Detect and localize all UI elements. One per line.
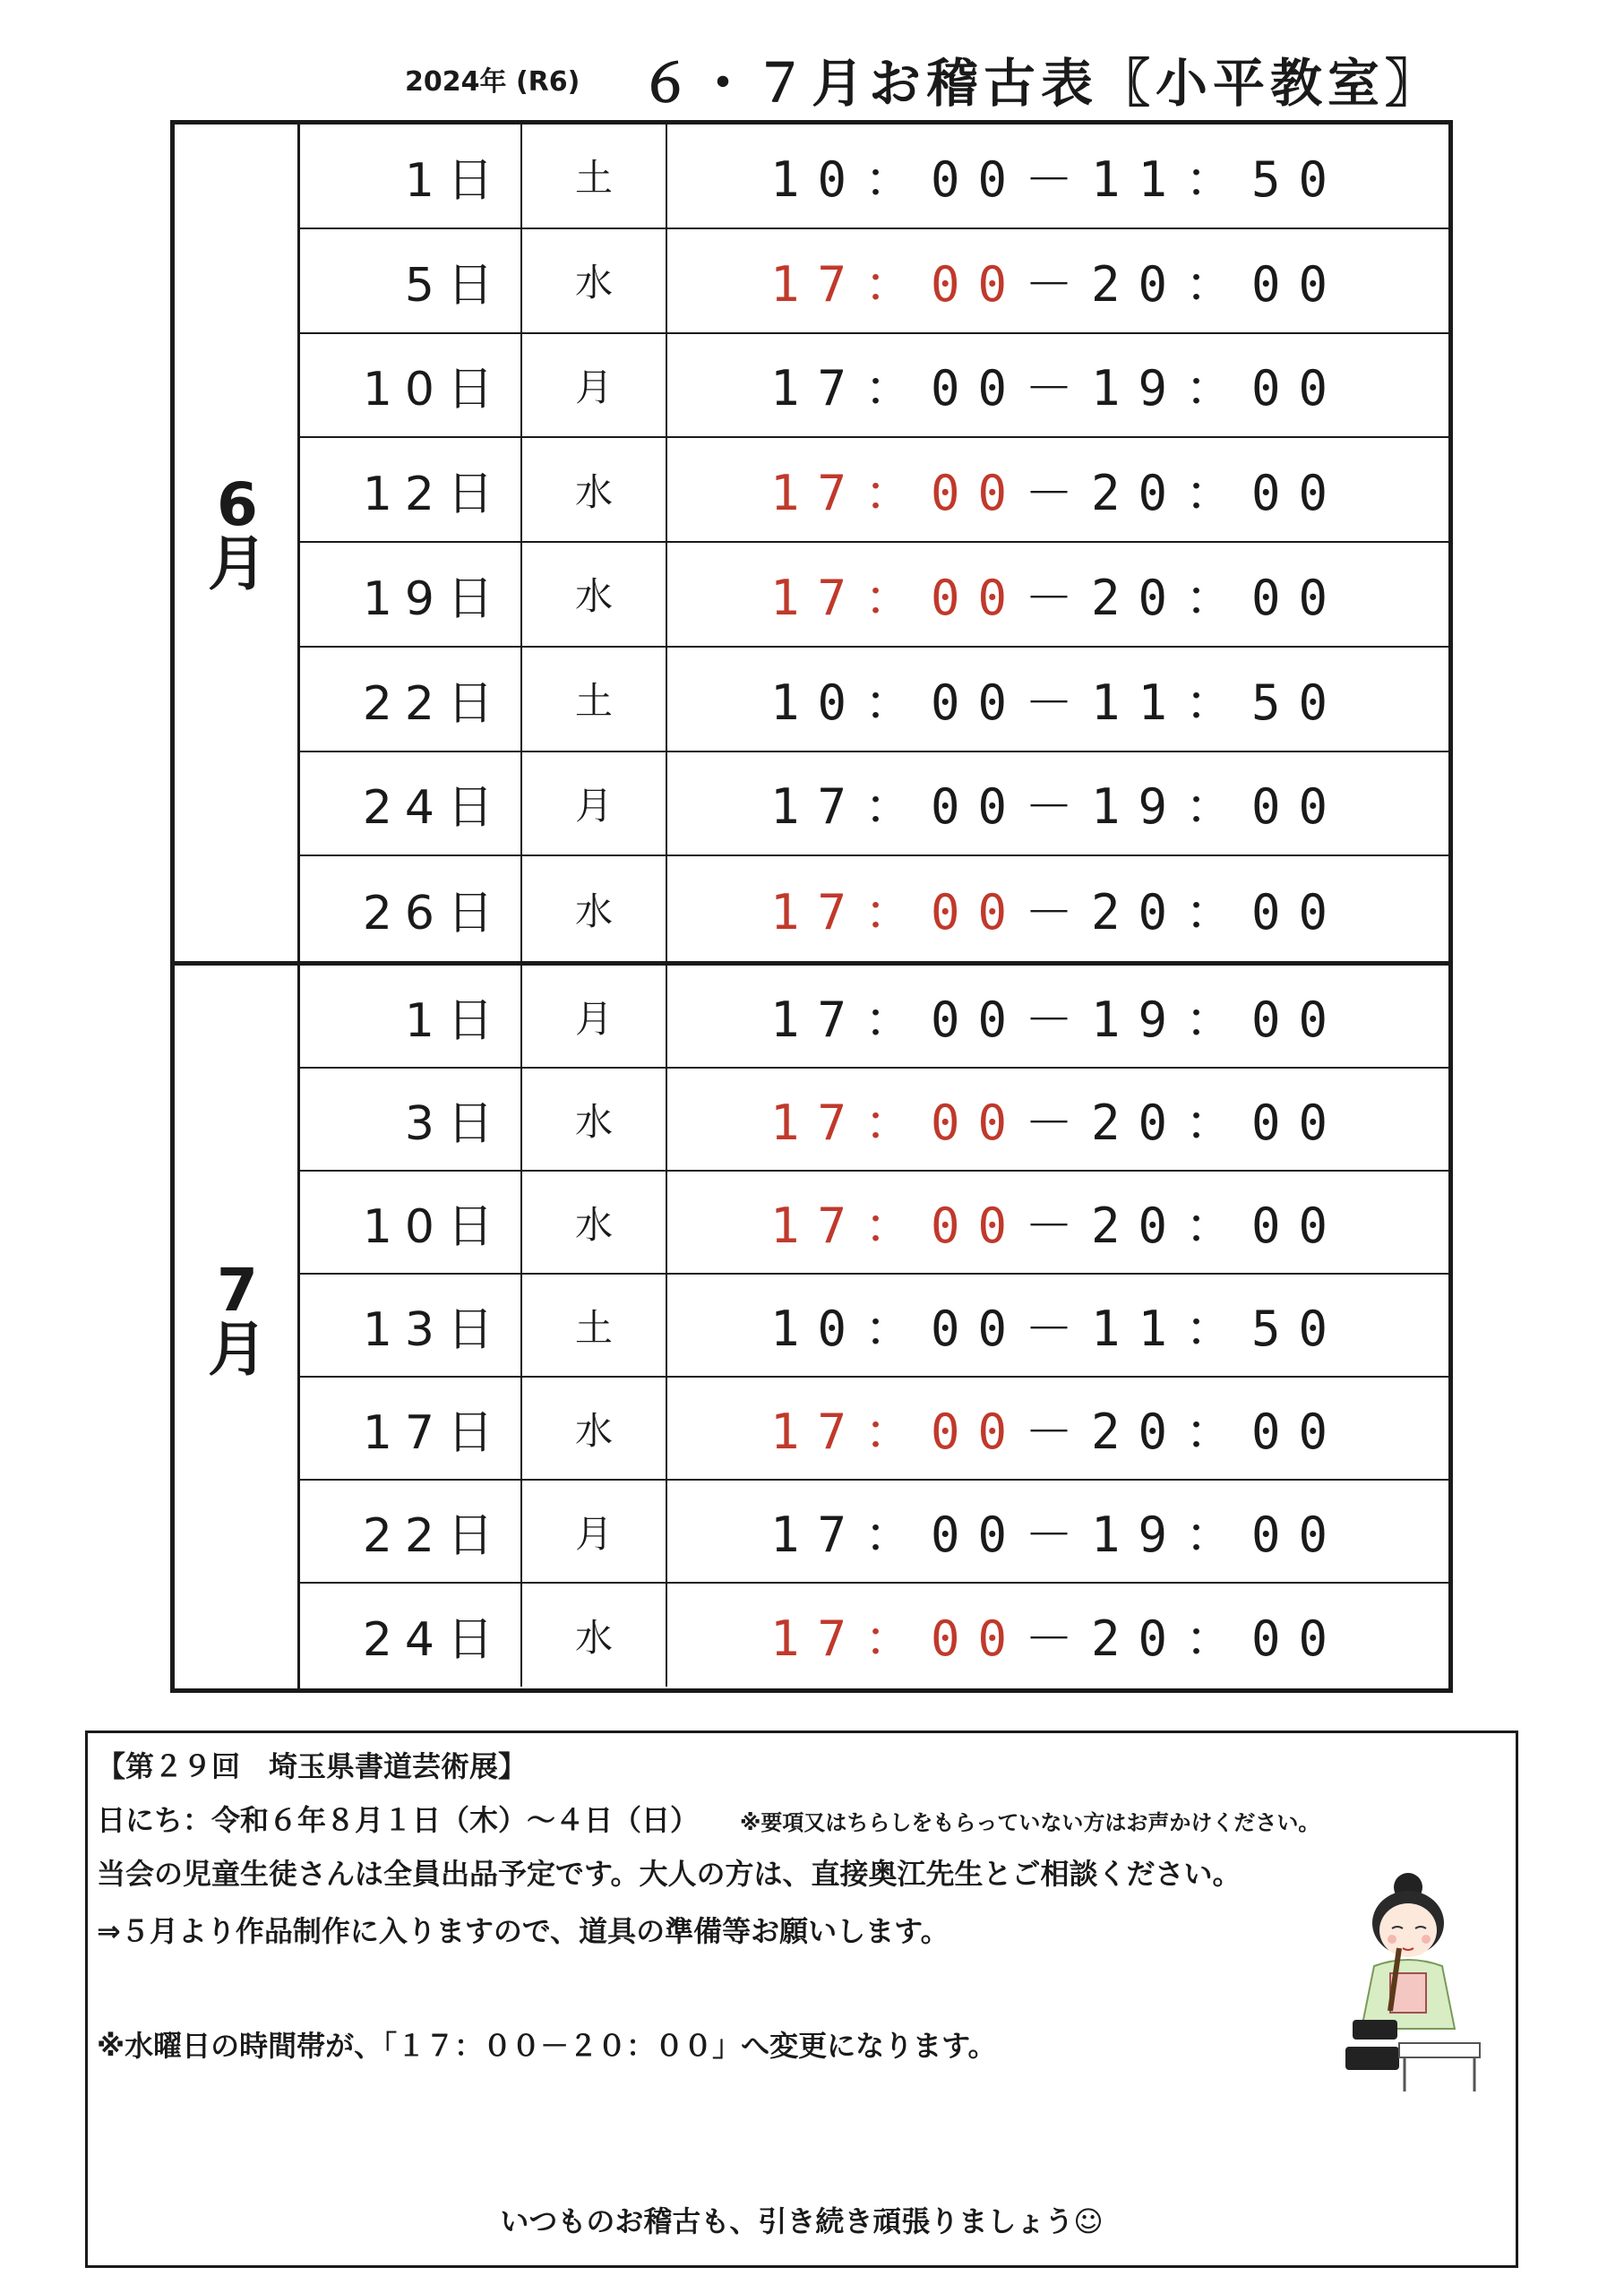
schedule-row	[300, 1172, 1448, 1275]
weekday-cell: 水	[522, 543, 667, 646]
notice-date: 日にち：令和６年８月１日（木）～４日（日）	[97, 1803, 700, 1837]
schedule-row	[300, 125, 1448, 229]
date-cell: 24日	[300, 1584, 522, 1687]
schedule-row	[300, 1069, 1448, 1172]
month-text-july: 7 月	[208, 1256, 267, 1384]
notice-box	[85, 1730, 1518, 2268]
notice-date-note: ※要項又はちらしをもらっていない方はお声かけください。	[740, 1810, 1320, 1835]
schedule-row	[300, 229, 1448, 334]
time-cell	[667, 1172, 1448, 1273]
month-block-july	[175, 966, 1448, 1688]
time-end: －20：00	[1025, 1198, 1346, 1254]
time-cell	[667, 125, 1448, 228]
date-cell: 1日	[300, 125, 522, 228]
calligraphy-girl-illustration	[1336, 1868, 1489, 2100]
date-cell: 1日	[300, 966, 522, 1067]
month-text-june: 6 月	[208, 470, 267, 598]
time-cell	[667, 543, 1448, 646]
date-cell: 10日	[300, 1172, 522, 1273]
time-cell	[667, 966, 1448, 1067]
schedule-row	[300, 543, 1448, 648]
schedule-row	[300, 1275, 1448, 1378]
time-start: 10：00	[769, 674, 1025, 731]
time-end: －19：00	[1025, 778, 1346, 836]
time-start: 17：00	[769, 569, 1025, 626]
time-cell	[667, 229, 1448, 332]
date-cell: 26日	[300, 856, 522, 961]
time-start: 17：00	[769, 884, 1025, 941]
time-start: 10：00	[769, 150, 1025, 208]
time-end: －20：00	[1025, 884, 1346, 941]
month-label-june	[175, 125, 300, 961]
weekday-cell: 月	[522, 966, 667, 1067]
time-end: －20：00	[1025, 1610, 1346, 1667]
time-cell	[667, 752, 1448, 855]
time-end: －19：00	[1025, 992, 1346, 1048]
time-cell	[667, 334, 1448, 437]
weekday-cell: 水	[522, 1069, 667, 1170]
time-cell	[667, 1275, 1448, 1376]
notice-date-line	[97, 1798, 1319, 1839]
time-cell	[667, 1481, 1448, 1582]
schedule-row	[300, 1378, 1448, 1481]
time-end: －20：00	[1025, 255, 1346, 313]
schedule-row	[300, 1481, 1448, 1584]
notice-closing: いつものお稽古も、引き続き頑張りましょう☺	[500, 2204, 1104, 2238]
weekday-cell: 土	[522, 1275, 667, 1376]
weekday-cell: 水	[522, 1584, 667, 1687]
schedule-row	[300, 1584, 1448, 1687]
weekday-cell: 水	[522, 1172, 667, 1273]
time-start: 17：00	[769, 1404, 1025, 1460]
schedule-row	[300, 438, 1448, 543]
time-end: －20：00	[1025, 1404, 1346, 1460]
time-start: 17：00	[769, 360, 1025, 417]
date-cell: 3日	[300, 1069, 522, 1170]
page-title: ６・７月お稽古表〖小平教室〗	[640, 53, 1443, 114]
time-start: 17：00	[769, 1507, 1025, 1563]
schedule-row	[300, 648, 1448, 752]
time-end: －20：00	[1025, 465, 1346, 522]
time-end: －20：00	[1025, 1095, 1346, 1151]
page-header	[0, 39, 1624, 114]
date-cell: 22日	[300, 1481, 522, 1582]
weekday-cell: 月	[522, 334, 667, 437]
date-cell: 22日	[300, 648, 522, 751]
notice-line-4: ※水曜日の時間帯が、「１７：００－２０：００」へ変更になります。	[97, 2029, 997, 2063]
time-end: －19：00	[1025, 360, 1346, 417]
month-label-july	[175, 966, 300, 1688]
time-start: 17：00	[769, 1198, 1025, 1254]
time-end: －11：50	[1025, 150, 1346, 208]
weekday-cell: 月	[522, 1481, 667, 1582]
weekday-cell: 土	[522, 125, 667, 228]
date-cell: 19日	[300, 543, 522, 646]
date-cell: 17日	[300, 1378, 522, 1479]
weekday-cell: 土	[522, 648, 667, 751]
time-cell	[667, 1584, 1448, 1687]
weekday-cell: 水	[522, 438, 667, 541]
time-end: －11：50	[1025, 674, 1346, 731]
schedule-row	[300, 966, 1448, 1069]
time-cell	[667, 648, 1448, 751]
time-start: 17：00	[769, 255, 1025, 313]
date-cell: 10日	[300, 334, 522, 437]
month-block-june	[175, 125, 1448, 966]
weekday-cell: 月	[522, 752, 667, 855]
notice-line-2: 当会の児童生徒さんは全員出品予定です。大人の方は、直接奥江先生とご相談ください。	[97, 1857, 1242, 1891]
time-start: 17：00	[769, 992, 1025, 1048]
time-cell	[667, 1069, 1448, 1170]
time-start: 10：00	[769, 1301, 1025, 1357]
time-start: 17：00	[769, 1095, 1025, 1151]
time-end: －11：50	[1025, 1301, 1346, 1357]
schedule-row	[300, 334, 1448, 439]
date-cell: 5日	[300, 229, 522, 332]
weekday-cell: 水	[522, 229, 667, 332]
notice-heading: 【第２９回 埼玉県書道芸術展】	[97, 1749, 528, 1783]
time-end: －19：00	[1025, 1507, 1346, 1563]
weekday-cell: 水	[522, 1378, 667, 1479]
date-cell: 24日	[300, 752, 522, 855]
schedule-row	[300, 856, 1448, 961]
time-cell	[667, 856, 1448, 961]
date-cell: 12日	[300, 438, 522, 541]
notice-line-3: ⇒５月より作品制作に入りますので、道具の準備等お願いします。	[97, 1914, 949, 1948]
year-label: 2024年 (R6)	[405, 66, 580, 98]
date-cell: 13日	[300, 1275, 522, 1376]
time-start: 17：00	[769, 465, 1025, 522]
schedule-table	[170, 120, 1453, 1693]
time-start: 17：00	[769, 1610, 1025, 1667]
time-cell	[667, 438, 1448, 541]
time-start: 17：00	[769, 778, 1025, 836]
weekday-cell: 水	[522, 856, 667, 961]
time-end: －20：00	[1025, 569, 1346, 626]
schedule-row	[300, 752, 1448, 857]
time-cell	[667, 1378, 1448, 1479]
